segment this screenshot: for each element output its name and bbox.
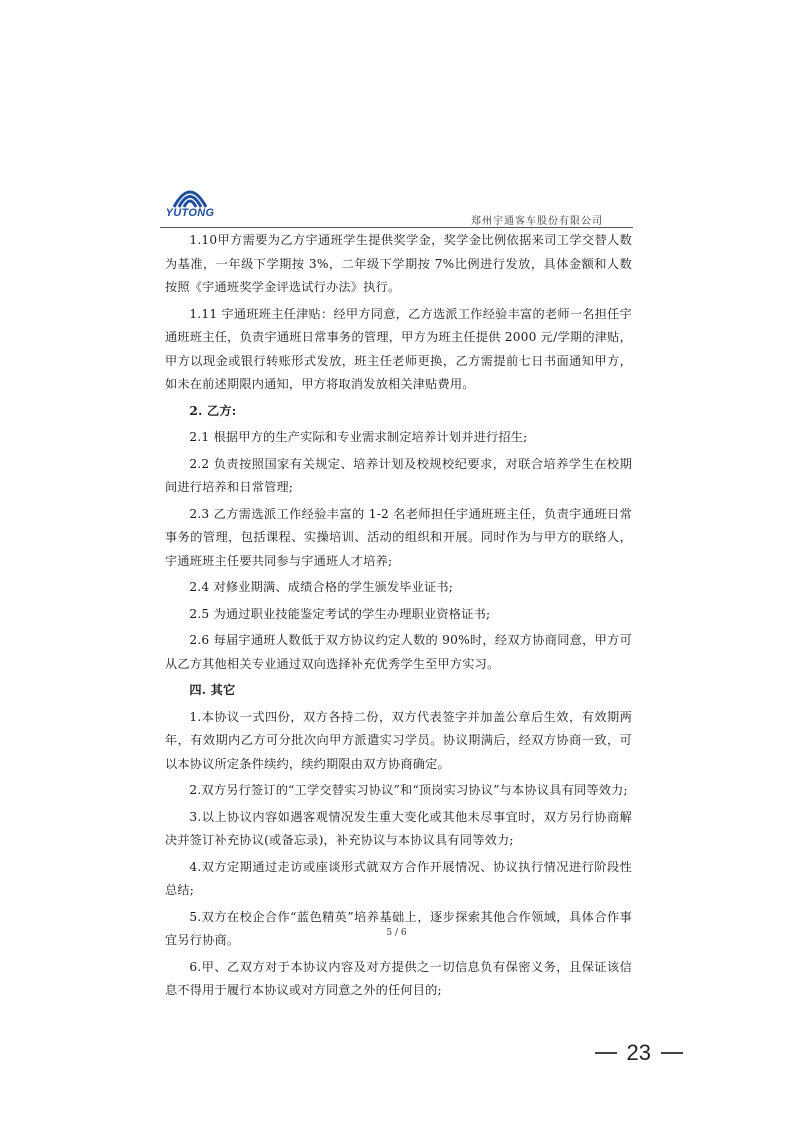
page-number-right-dash <box>661 1052 683 1054</box>
logo-wordmark: YUTONG <box>165 207 215 219</box>
book-page-number <box>595 1040 683 1066</box>
paragraph: 4.双方定期通过走访或座谈形式就双方合作开展情况、协议执行情况进行阶段性总结; <box>165 859 632 897</box>
page-number-text: 23 <box>626 1040 651 1065</box>
paragraph: 1.本协议一式四份，双方各持二份，双方代表签字并加盖公章后生效，有效期两年，有效期内乙方可分批次向甲方派遣实习学员。协议期满后，经双方协商一致，可以本协议所定条件续约，续约期限由双方协商确定。 <box>165 709 632 771</box>
section-heading: 2. 乙方: <box>189 403 237 418</box>
paragraph: 2.4 对修业期满、成绩合格的学生颁发毕业证书; <box>189 580 454 594</box>
paragraph: 2.双方另行签订的“工学交替实习协议”和“顶岗实习协议”与本协议具有同等效力; <box>189 783 628 797</box>
paragraph: 1.11 宇通班班主任津贴：经甲方同意，乙方选派工作经验丰富的老师一名担任宇通班班主任，负责宇通班日常事务的管理，甲方为班主任提供 2000 元/学期的津贴，甲方以现金或银行转账形式发放，班主任老师更换，乙方需提前七日书面通知甲方，如未在前述期限内通知，甲方将取消发放相关津贴费用。 <box>165 306 632 391</box>
paragraph: 1.10甲方需要为乙方宇通班学生提供奖学金，奖学金比例依据来司工学交替人数为基准，一年级下学期按 3%，二年级下学期按 7%比例进行发放，具体金额和人数按照《宇通班奖学金评选试行办法》执行。 <box>165 233 632 294</box>
section-heading: 四. 其它 <box>189 683 236 697</box>
yutong-logo <box>160 183 220 225</box>
page-number-left-dash <box>595 1052 617 1054</box>
paragraph: 5.双方在校企合作“蓝色精英”培养基础上，逐步探索其他合作领域，具体合作事宜另行协商。 <box>165 909 632 947</box>
document-body <box>165 229 632 1006</box>
paragraph: 2.2 负责按照国家有关规定、培养计划及校规校纪要求，对联合培养学生在校期间进行培养和日常管理; <box>165 456 632 494</box>
yutong-logo-icon <box>160 183 220 209</box>
page-indicator: 5 / 6 <box>386 928 407 938</box>
company-name: 郑州宇通客车股份有限公司 <box>471 216 603 227</box>
paragraph: 2.3 乙方需选派工作经验丰富的 1-2 名老师担任宇通班班主任，负责宇通班日常事务的管理，包括课程、实操培训、活动的组织和开展。同时作为与甲方的联络人，宇通班班主任要共同参与宇通班人才培养; <box>165 506 632 568</box>
paragraph: 2.5 为通过职业技能鉴定考试的学生办理职业资格证书; <box>189 606 491 621</box>
header-divider <box>160 227 633 228</box>
paragraph: 2.1 根据甲方的生产实际和专业需求制定培养计划并进行招生; <box>189 430 528 444</box>
paragraph: 2.6 每届宇通班人数低于双方协议约定人数的 90%时，经双方协商同意，甲方可从乙方其他相关专业通过双向选择补充优秀学生至甲方实习。 <box>165 633 632 671</box>
paragraph: 6.甲、乙双方对于本协议内容及对方提供之一切信息负有保密义务，且保证该信息不得用于履行本协议或对方同意之外的任何目的; <box>165 959 632 997</box>
paragraph: 3.以上协议内容如遇客观情况发生重大变化或其他未尽事宜时，双方另行协商解决并签订补充协议(或备忘录)，补充协议与本协议具有同等效力; <box>165 809 632 847</box>
